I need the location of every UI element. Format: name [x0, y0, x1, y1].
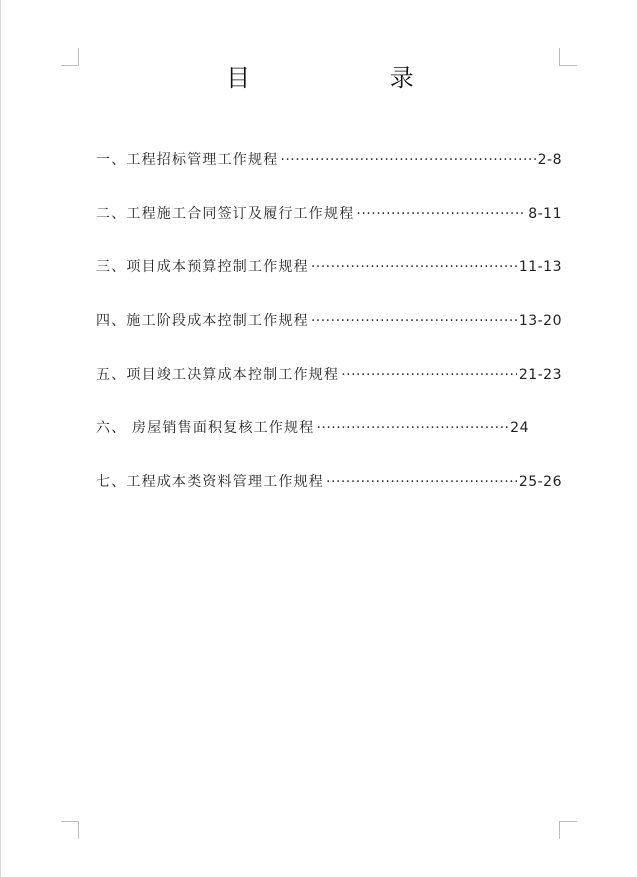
toc-entry-label: 七、工程成本类资料管理工作规程 — [96, 474, 324, 490]
toc-entry-page: 8-11 — [528, 206, 562, 222]
toc-entry[interactable] — [96, 148, 562, 172]
toc-entry-page: 21-23 — [518, 367, 562, 383]
toc-leader-dots — [316, 416, 508, 440]
margin-mark-bottom-left — [61, 821, 79, 839]
toc-entry-page: 24 — [510, 420, 529, 436]
toc-entry-page: 25-26 — [518, 474, 562, 490]
toc-leader-dots — [311, 255, 517, 279]
toc-entry-page: 11-13 — [518, 259, 562, 275]
toc-entry-page: 2-8 — [537, 152, 562, 168]
toc-leader-dots — [311, 309, 517, 333]
toc-entry-label: 六、 房屋销售面积复核工作规程 — [96, 420, 315, 436]
toc-leader-dots — [356, 202, 526, 226]
toc-leader-dots — [280, 148, 535, 172]
page-title: 目 录 — [226, 64, 480, 92]
toc-leader-dots — [341, 363, 517, 387]
toc-entry-label: 四、施工阶段成本控制工作规程 — [96, 313, 309, 329]
toc-entry-label: 五、项目竣工决算成本控制工作规程 — [96, 367, 340, 383]
toc-entry-page: 13-20 — [518, 313, 562, 329]
margin-mark-bottom-right — [559, 821, 577, 839]
toc-entry[interactable] — [96, 470, 562, 494]
toc-entry-label: 三、项目成本预算控制工作规程 — [96, 259, 309, 275]
toc-entry[interactable] — [96, 202, 562, 226]
toc-entry-label: 一、工程招标管理工作规程 — [96, 152, 279, 168]
toc-entry[interactable] — [96, 255, 562, 279]
toc-entry[interactable] — [96, 309, 562, 333]
toc-leader-dots — [326, 470, 517, 494]
toc-entry[interactable] — [96, 363, 562, 387]
toc-entry[interactable] — [96, 416, 529, 440]
toc-entry-label: 二、工程施工合同签订及履行工作规程 — [96, 206, 355, 222]
